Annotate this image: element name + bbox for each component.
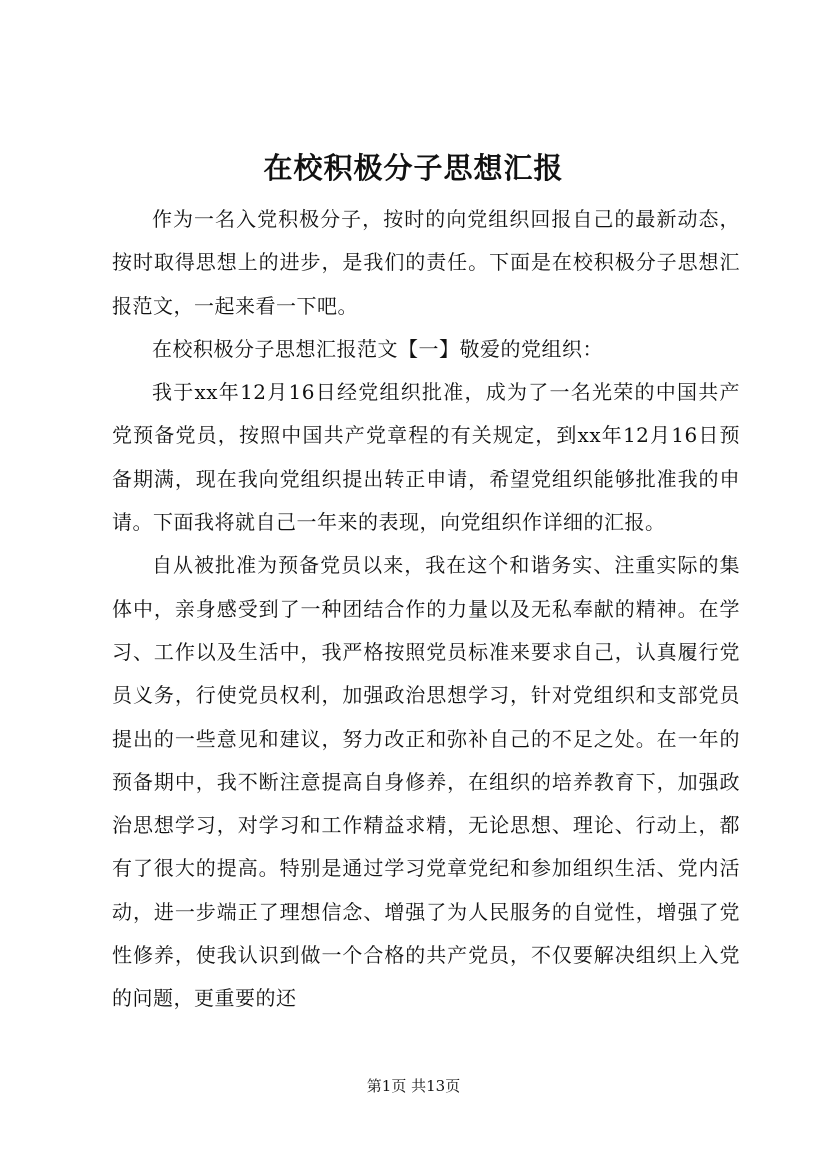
page-number-label: 第1页 共13页 — [366, 1077, 461, 1095]
paragraph-sample-heading: 在校积极分子思想汇报范文【一】敬爱的党组织： — [152, 336, 603, 361]
paragraph-report-body: 自从被批准为预备党员以来，我在这个和谐务实、注重实际的集体中，亲身感受到了一种团结合作的力量以及无私奉献的精神。在学习、工作以及生活中，我严格按照党员标准来要求自己，认真履行党员义务，行使党员权利，加强政治思想学习，针对党组织和支部党员提出的一些意见和建议，努力改正和弥补自己的不足之处。在一年的预备期中，我不断注意提高自身修养，在组织的培养教育下，加强政治思想学习，对学习和工作精益求精，无论思想、理论、行动上，都有了很大的提高。特别是通过学习党章党纪和参加组织生活、党内活动，进一步端正了理想信念、增强了为人民服务的自觉性，增强了党性修养，使我认识到做一个合格的共产党员，不仅要解决组织上入党的问题，更重要的还 — [112, 553, 740, 1011]
page-footer — [0, 1076, 827, 1096]
document-body — [112, 198, 740, 1021]
paragraph-intro: 作为一名入党积极分子，按时的向党组织回报自己的最新动态，按时取得思想上的进步，是我们的责任。下面是在校积极分子思想汇报范文，一起来看一下吧。 — [112, 207, 740, 318]
paragraph-application: 我于xx年12月16日经党组织批准，成为了一名光荣的中国共产党预备党员，按照中国共产党章程的有关规定，到xx年12月16日预备期满，现在我向党组织提出转正申请，希望党组织能够批准我的申请。下面我将就自己一年来的表现，向党组织作详细的汇报。 — [112, 380, 740, 535]
document-title: 在校积极分子思想汇报 — [263, 151, 564, 185]
